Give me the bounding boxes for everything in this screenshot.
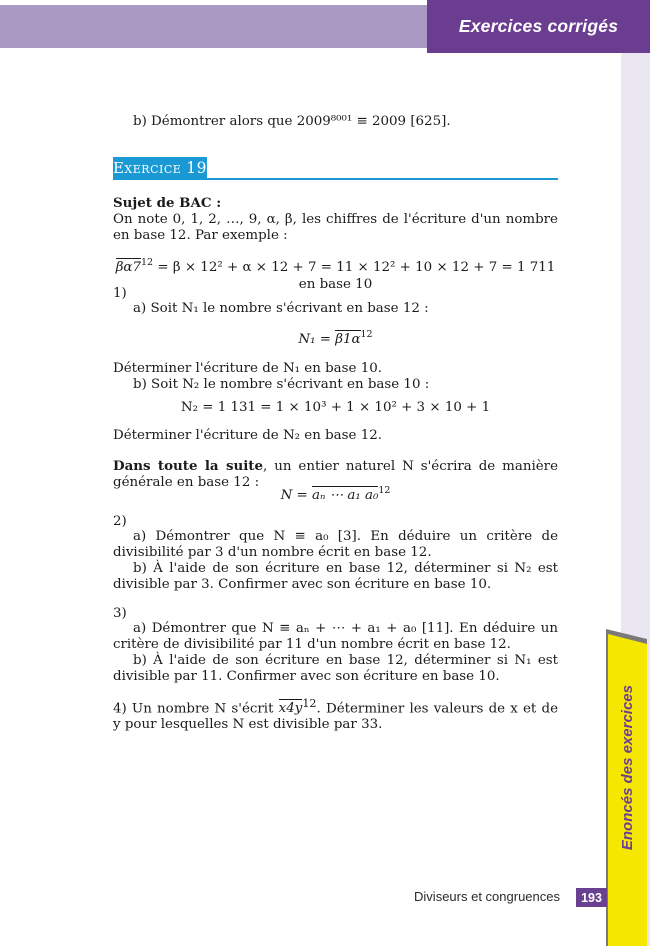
- formula-example-base: 12: [141, 257, 154, 268]
- q1a-text: a) Soit N₁ le nombre s'écrivant en base 12 :: [133, 301, 429, 316]
- q4-rest: . Déterminer les valeurs de x et de y pour lesquelles N est divisible par 33.: [113, 701, 559, 733]
- subject-body: On note 0, 1, 2, …, 9, α, β, les chiffres de l'écriture d'un nombre en base 12. Par exemple :: [113, 212, 558, 243]
- header-banner-title: Exercices corrigés: [458, 16, 619, 36]
- formula-n-lead: N =: [280, 488, 308, 503]
- exercise-box: [113, 157, 207, 180]
- q3-label: 3): [113, 606, 127, 621]
- exercise-label: Exercice: [112, 158, 182, 177]
- footer-chapter-title: Diviseurs et congruences: [414, 889, 560, 904]
- general-note-rest: , un entier naturel N s'écrira de manière générale en base 12 :: [113, 459, 559, 490]
- formula-n1-base: 12: [360, 329, 373, 340]
- exercise-header: [113, 157, 558, 180]
- formula-n1-overline: β1α: [335, 332, 361, 347]
- q1a-conclusion: Déterminer l'écriture de N₁ en base 10.: [113, 361, 383, 376]
- header-band-light: [0, 5, 427, 48]
- q4-overline: x4y: [278, 701, 303, 717]
- exercise-number: 19: [186, 158, 208, 177]
- q3b-text: b) À l'aide de son écriture en base 12, déterminer si N₁ est divisible par 11. Confirmer avec son écriture en base 10.: [113, 653, 558, 684]
- page-number-badge: 193: [576, 888, 607, 907]
- q2a-text: a) Démontrer que N ≡ a₀ [3]. En déduire un critère de divisibilité par 3 d'un nombre écrit en base 12.: [113, 529, 558, 560]
- header-band-dark: [427, 0, 650, 53]
- q3a-text: a) Démontrer que N ≡ aₙ + ⋯ + a₁ + a₀ [11]. En déduire un critère de divisibilité par 11 d'un nombre écrit en base 12.: [113, 621, 558, 652]
- q4-text: [113, 696, 558, 733]
- side-tab-label-box: [608, 645, 647, 946]
- q2b-text: b) À l'aide de son écriture en base 12, déterminer si N₂ est divisible par 3. Confirmer avec son écriture en base 10.: [113, 561, 558, 592]
- q1-label: 1): [113, 286, 127, 301]
- formula-n2: N₂ = 1 131 = 1 × 10³ + 1 × 10² + 3 × 10 + 1: [180, 400, 491, 415]
- q4-lead: 4) Un nombre N s'écrit: [113, 701, 279, 717]
- subject-title: Sujet de BAC :: [113, 195, 222, 211]
- side-tab-label: Enoncés des exercices: [619, 685, 636, 851]
- q4-base: 12: [302, 697, 317, 710]
- q1b-text: b) Soit N₂ le nombre s'écrivant en base 10 :: [133, 377, 430, 392]
- formula-n1-lead: N₁ =: [298, 332, 331, 347]
- formula-example-overline: βα7: [115, 260, 141, 275]
- side-tab-enonces: [606, 629, 647, 946]
- formula-n-base: 12: [378, 485, 391, 496]
- q1b-conclusion: Déterminer l'écriture de N₂ en base 12.: [113, 428, 383, 443]
- intro-line: b) Démontrer alors que 2009⁸⁰⁰¹ ≡ 2009 [625].: [133, 114, 451, 129]
- formula-example-rest: = β × 12² + α × 12 + 7 = 11 × 12² + 10 × 12 + 7 = 1 711 en base 10: [157, 260, 556, 292]
- formula-n-overline: aₙ ⋯ a₁ a₀: [312, 488, 379, 503]
- formula-n: [113, 482, 558, 504]
- q2-label: 2): [113, 514, 127, 529]
- general-note-bold: Dans toute la suite: [113, 458, 264, 474]
- formula-n1: [113, 326, 558, 348]
